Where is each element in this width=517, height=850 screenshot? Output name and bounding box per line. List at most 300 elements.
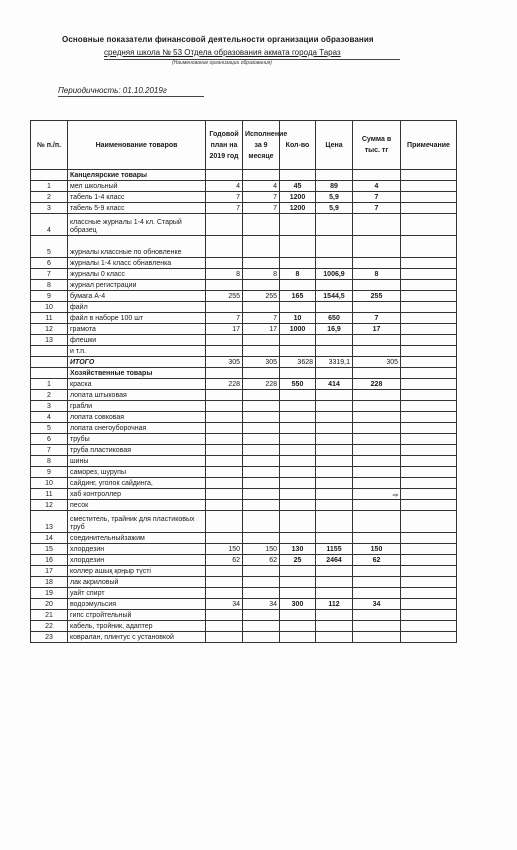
- cell-note: [401, 566, 457, 577]
- cell-quantity: [280, 401, 316, 412]
- cell-execution: [243, 445, 280, 456]
- cell-number: 7: [31, 269, 68, 280]
- table-body: [31, 170, 457, 643]
- cell-note: [401, 434, 457, 445]
- cell-sum: [353, 434, 401, 445]
- table-row: [31, 269, 457, 280]
- cell-name: водоэмульсия: [68, 599, 206, 610]
- table-row: [31, 621, 457, 632]
- cell-quantity: 165: [280, 291, 316, 302]
- cell-sum: [353, 533, 401, 544]
- table-row: [31, 588, 457, 599]
- cell-price: 1155: [316, 544, 353, 555]
- cell-sum: [353, 610, 401, 621]
- table-row: [31, 555, 457, 566]
- cell-plan: [206, 214, 243, 236]
- cell-name: лопата штыковая: [68, 390, 206, 401]
- cell-execution: 7: [243, 313, 280, 324]
- period-underline: [58, 96, 204, 97]
- table-row: [31, 302, 457, 313]
- cell-plan: 7: [206, 203, 243, 214]
- cell-price: [316, 621, 353, 632]
- cell-quantity: [280, 533, 316, 544]
- cell-plan: [206, 434, 243, 445]
- table-row: [31, 291, 457, 302]
- cell-price: [316, 500, 353, 511]
- cell-plan: [206, 445, 243, 456]
- cell-price: [316, 489, 353, 500]
- total-row: [31, 357, 457, 368]
- cell-plan: [206, 489, 243, 500]
- table-header-row: [31, 121, 457, 170]
- cell-plan: 34: [206, 599, 243, 610]
- cell-sum: 4: [353, 181, 401, 192]
- cell-execution: 17: [243, 324, 280, 335]
- cell-execution: [243, 500, 280, 511]
- cell-quantity: [280, 280, 316, 291]
- cell-sum: 305: [353, 357, 401, 368]
- cell-name: уайт спирт: [68, 588, 206, 599]
- cell-number: [31, 170, 68, 181]
- cell-name: журнал регистрации: [68, 280, 206, 291]
- cell-number: 14: [31, 533, 68, 544]
- cell-sum: [353, 489, 401, 500]
- cell-price: [316, 511, 353, 533]
- cell-quantity: [280, 511, 316, 533]
- col-header-execution: Исполнение за 9 месяце: [243, 121, 280, 170]
- cell-name: ИТОГО: [68, 357, 206, 368]
- cell-plan: [206, 478, 243, 489]
- cell-execution: [243, 335, 280, 346]
- cell-note: [401, 170, 457, 181]
- cell-number: 13: [31, 511, 68, 533]
- cell-note: [401, 588, 457, 599]
- cell-quantity: 130: [280, 544, 316, 555]
- cell-price: 1006,9: [316, 269, 353, 280]
- cell-number: 15: [31, 544, 68, 555]
- cell-note: [401, 357, 457, 368]
- cell-note: [401, 214, 457, 236]
- cell-note: [401, 632, 457, 643]
- cell-quantity: [280, 566, 316, 577]
- cell-quantity: 45: [280, 181, 316, 192]
- cell-sum: [353, 236, 401, 258]
- cell-execution: 228: [243, 379, 280, 390]
- cell-sum: [353, 566, 401, 577]
- cell-number: [31, 346, 68, 357]
- cell-execution: 150: [243, 544, 280, 555]
- cell-execution: [243, 577, 280, 588]
- cell-note: [401, 599, 457, 610]
- cell-name: файл: [68, 302, 206, 313]
- cell-number: 5: [31, 423, 68, 434]
- cell-note: [401, 412, 457, 423]
- cell-note: [401, 346, 457, 357]
- cell-quantity: [280, 236, 316, 258]
- cell-plan: 7: [206, 313, 243, 324]
- cell-sum: 7: [353, 313, 401, 324]
- cell-plan: 62: [206, 555, 243, 566]
- cell-price: 5,9: [316, 203, 353, 214]
- cell-note: [401, 313, 457, 324]
- cell-quantity: [280, 335, 316, 346]
- cell-number: 2: [31, 192, 68, 203]
- organization-caption: (Наименование организации образования): [172, 60, 272, 66]
- cell-quantity: [280, 258, 316, 269]
- cell-note: [401, 181, 457, 192]
- cell-number: 11: [31, 489, 68, 500]
- cell-execution: 305: [243, 357, 280, 368]
- table-row: [31, 324, 457, 335]
- cell-name: песок: [68, 500, 206, 511]
- cell-price: 3319,1: [316, 357, 353, 368]
- cell-sum: 62: [353, 555, 401, 566]
- cell-plan: [206, 467, 243, 478]
- cell-note: [401, 390, 457, 401]
- cell-number: [31, 357, 68, 368]
- cell-note: [401, 610, 457, 621]
- cell-number: 9: [31, 291, 68, 302]
- table-row: [31, 467, 457, 478]
- cell-quantity: [280, 214, 316, 236]
- cell-sum: [353, 390, 401, 401]
- organization-name: средняя школа № 53 Отдела образования акмата города Тараз: [104, 48, 341, 57]
- cell-price: [316, 280, 353, 291]
- cell-plan: 150: [206, 544, 243, 555]
- cell-note: [401, 456, 457, 467]
- cell-execution: [243, 401, 280, 412]
- cell-number: 22: [31, 621, 68, 632]
- cell-name: мел школьный: [68, 181, 206, 192]
- cell-price: [316, 423, 353, 434]
- cell-number: 12: [31, 500, 68, 511]
- cell-quantity: 300: [280, 599, 316, 610]
- cell-note: [401, 511, 457, 533]
- table-row: [31, 423, 457, 434]
- cell-name: табель 5-9 класс: [68, 203, 206, 214]
- cell-sum: [353, 423, 401, 434]
- cell-name: флешки: [68, 335, 206, 346]
- cell-quantity: 1200: [280, 192, 316, 203]
- cell-execution: 7: [243, 203, 280, 214]
- period-label: Периодичность: 01.10.2019г: [58, 86, 167, 95]
- cell-name: грамота: [68, 324, 206, 335]
- cell-number: 11: [31, 313, 68, 324]
- cell-number: 12: [31, 324, 68, 335]
- cell-quantity: [280, 456, 316, 467]
- cell-plan: [206, 500, 243, 511]
- cell-execution: [243, 478, 280, 489]
- table-row: [31, 379, 457, 390]
- cell-execution: [243, 368, 280, 379]
- cell-sum: [353, 478, 401, 489]
- cell-price: [316, 632, 353, 643]
- cell-execution: 7: [243, 192, 280, 203]
- cell-note: [401, 302, 457, 313]
- cell-sum: [353, 368, 401, 379]
- cell-number: 6: [31, 258, 68, 269]
- cell-price: 414: [316, 379, 353, 390]
- cell-number: 17: [31, 566, 68, 577]
- cell-number: 18: [31, 577, 68, 588]
- table-row: [31, 500, 457, 511]
- cell-name: хлордезин: [68, 555, 206, 566]
- cell-number: 6: [31, 434, 68, 445]
- cell-execution: 62: [243, 555, 280, 566]
- cell-plan: 7: [206, 192, 243, 203]
- cell-execution: 255: [243, 291, 280, 302]
- cell-plan: [206, 588, 243, 599]
- cell-note: [401, 379, 457, 390]
- cell-sum: 228: [353, 379, 401, 390]
- cell-quantity: [280, 467, 316, 478]
- cell-price: [316, 566, 353, 577]
- cell-note: [401, 269, 457, 280]
- cell-name: кабель, тройник, адаптер: [68, 621, 206, 632]
- cell-sum: 255: [353, 291, 401, 302]
- cell-quantity: [280, 170, 316, 181]
- cell-note: [401, 555, 457, 566]
- cell-sum: [353, 588, 401, 599]
- cell-quantity: 1000: [280, 324, 316, 335]
- cell-quantity: [280, 588, 316, 599]
- cell-plan: [206, 236, 243, 258]
- cell-execution: [243, 533, 280, 544]
- cell-note: [401, 280, 457, 291]
- cell-execution: [243, 610, 280, 621]
- cell-execution: [243, 511, 280, 533]
- cell-sum: [353, 170, 401, 181]
- cell-sum: [353, 456, 401, 467]
- cell-note: [401, 192, 457, 203]
- table-row: [31, 511, 457, 533]
- cell-plan: [206, 423, 243, 434]
- cell-quantity: [280, 610, 316, 621]
- table-row: [31, 544, 457, 555]
- cell-quantity: [280, 346, 316, 357]
- cell-name: гипс стройтельный: [68, 610, 206, 621]
- cell-execution: [243, 214, 280, 236]
- cell-name: соединительныйзажим: [68, 533, 206, 544]
- cell-name: грабли: [68, 401, 206, 412]
- table-row: [31, 181, 457, 192]
- cell-number: 5: [31, 236, 68, 258]
- cell-quantity: [280, 390, 316, 401]
- table-row: [31, 445, 457, 456]
- cell-name: и т.п.: [68, 346, 206, 357]
- cell-name: труба пластиковая: [68, 445, 206, 456]
- cell-sum: [353, 621, 401, 632]
- cell-note: [401, 544, 457, 555]
- cell-name: Хозяйственные товары: [68, 368, 206, 379]
- cell-execution: [243, 423, 280, 434]
- table-row: [31, 214, 457, 236]
- cell-execution: [243, 412, 280, 423]
- cell-number: 10: [31, 478, 68, 489]
- col-header-quantity: Кол-во: [280, 121, 316, 170]
- cell-execution: 4: [243, 181, 280, 192]
- cell-price: [316, 390, 353, 401]
- cell-quantity: [280, 412, 316, 423]
- cell-name: журналы классные по обновленке: [68, 236, 206, 258]
- table-row: [31, 390, 457, 401]
- cell-note: [401, 258, 457, 269]
- section-header-row: [31, 170, 457, 181]
- cell-name: хлордезин: [68, 544, 206, 555]
- cell-number: 19: [31, 588, 68, 599]
- cell-number: 4: [31, 214, 68, 236]
- cell-plan: [206, 401, 243, 412]
- table-row: [31, 599, 457, 610]
- cell-quantity: 10: [280, 313, 316, 324]
- table-row: [31, 412, 457, 423]
- cell-execution: 34: [243, 599, 280, 610]
- cell-sum: [353, 577, 401, 588]
- cell-name: трубы: [68, 434, 206, 445]
- cell-quantity: [280, 621, 316, 632]
- cell-quantity: [280, 500, 316, 511]
- cell-quantity: 1200: [280, 203, 316, 214]
- cell-execution: [243, 467, 280, 478]
- cell-quantity: [280, 632, 316, 643]
- table-row: [31, 533, 457, 544]
- cell-execution: 8: [243, 269, 280, 280]
- cell-quantity: 3628: [280, 357, 316, 368]
- col-header-plan: Годовой план на 2019 год: [206, 121, 243, 170]
- cell-price: [316, 302, 353, 313]
- cell-sum: 150: [353, 544, 401, 555]
- col-header-sum: Сумма в тыс. тг: [353, 121, 401, 170]
- cell-plan: 8: [206, 269, 243, 280]
- cell-number: 8: [31, 456, 68, 467]
- cell-note: [401, 489, 457, 500]
- table-row: [31, 313, 457, 324]
- table-row: [31, 192, 457, 203]
- cell-quantity: [280, 368, 316, 379]
- cell-number: [31, 368, 68, 379]
- cell-name: ковралан, плинтус с установкой: [68, 632, 206, 643]
- cell-sum: [353, 346, 401, 357]
- cell-plan: [206, 170, 243, 181]
- cell-note: [401, 236, 457, 258]
- cell-plan: [206, 368, 243, 379]
- cell-number: 2: [31, 390, 68, 401]
- cell-execution: [243, 621, 280, 632]
- cell-quantity: [280, 423, 316, 434]
- cell-name: хаб контроллер: [68, 489, 206, 500]
- cell-sum: 8: [353, 269, 401, 280]
- table-row: [31, 489, 457, 500]
- cell-note: [401, 291, 457, 302]
- cell-plan: [206, 335, 243, 346]
- pencil-mark: зф: [392, 492, 398, 497]
- table-row: [31, 577, 457, 588]
- cell-plan: [206, 456, 243, 467]
- cell-price: 5,9: [316, 192, 353, 203]
- cell-execution: [243, 456, 280, 467]
- cell-plan: [206, 577, 243, 588]
- cell-note: [401, 533, 457, 544]
- cell-number: 3: [31, 203, 68, 214]
- cell-sum: [353, 445, 401, 456]
- section-header-row: [31, 368, 457, 379]
- cell-price: [316, 456, 353, 467]
- cell-price: [316, 214, 353, 236]
- cell-plan: [206, 533, 243, 544]
- table-row: [31, 203, 457, 214]
- cell-name: лопата снегоуборочная: [68, 423, 206, 434]
- cell-number: 16: [31, 555, 68, 566]
- cell-price: 1544,5: [316, 291, 353, 302]
- cell-note: [401, 577, 457, 588]
- cell-sum: [353, 412, 401, 423]
- cell-name: файл в наборе 100 шт: [68, 313, 206, 324]
- cell-name: сместитель, трайник для пластиковых труб: [68, 511, 206, 533]
- cell-note: [401, 467, 457, 478]
- goods-table: [30, 120, 457, 643]
- cell-quantity: [280, 478, 316, 489]
- cell-note: [401, 621, 457, 632]
- cell-plan: [206, 302, 243, 313]
- cell-price: [316, 434, 353, 445]
- cell-price: [316, 478, 353, 489]
- cell-quantity: [280, 577, 316, 588]
- cell-note: [401, 478, 457, 489]
- cell-name: краска: [68, 379, 206, 390]
- cell-plan: [206, 412, 243, 423]
- cell-name: лак акриловый: [68, 577, 206, 588]
- cell-quantity: [280, 434, 316, 445]
- cell-plan: [206, 621, 243, 632]
- cell-price: 650: [316, 313, 353, 324]
- cell-price: [316, 170, 353, 181]
- cell-execution: [243, 434, 280, 445]
- table-row: [31, 236, 457, 258]
- cell-execution: [243, 588, 280, 599]
- cell-number: 7: [31, 445, 68, 456]
- cell-sum: 7: [353, 203, 401, 214]
- table-row: [31, 434, 457, 445]
- cell-name: журналы 1-4 класс обнавленка: [68, 258, 206, 269]
- cell-name: классные журналы 1-4 кл. Старый образец: [68, 214, 206, 236]
- cell-quantity: 550: [280, 379, 316, 390]
- cell-number: 3: [31, 401, 68, 412]
- document-title: Основные показатели финансовой деятельности организации образования: [62, 35, 374, 44]
- cell-sum: [353, 511, 401, 533]
- cell-execution: [243, 302, 280, 313]
- cell-price: 112: [316, 599, 353, 610]
- cell-sum: 7: [353, 192, 401, 203]
- cell-name: саморез, шурупы: [68, 467, 206, 478]
- cell-number: 4: [31, 412, 68, 423]
- cell-name: журналы 0 класс: [68, 269, 206, 280]
- cell-quantity: 25: [280, 555, 316, 566]
- cell-plan: [206, 511, 243, 533]
- cell-quantity: [280, 489, 316, 500]
- cell-quantity: [280, 445, 316, 456]
- cell-sum: [353, 214, 401, 236]
- cell-plan: [206, 610, 243, 621]
- cell-plan: [206, 280, 243, 291]
- cell-name: бумага А-4: [68, 291, 206, 302]
- cell-execution: [243, 632, 280, 643]
- cell-execution: [243, 258, 280, 269]
- cell-note: [401, 500, 457, 511]
- cell-plan: [206, 566, 243, 577]
- cell-note: [401, 401, 457, 412]
- table-row: [31, 346, 457, 357]
- cell-price: [316, 577, 353, 588]
